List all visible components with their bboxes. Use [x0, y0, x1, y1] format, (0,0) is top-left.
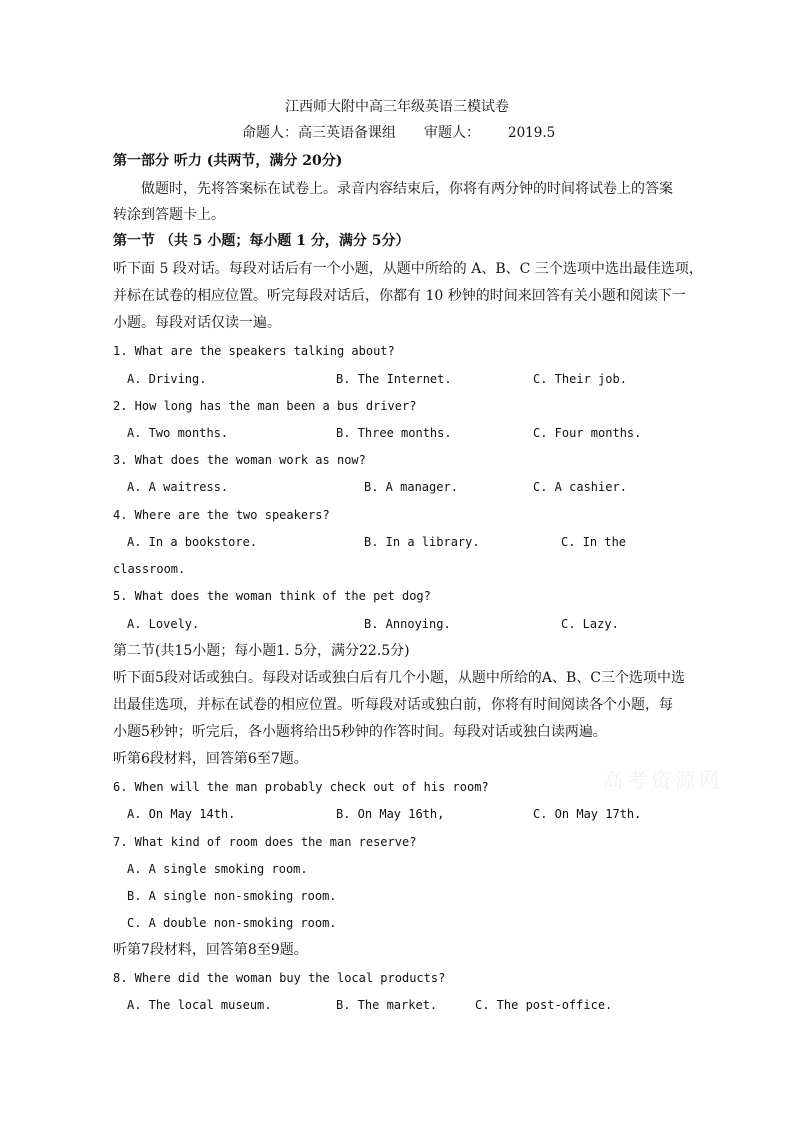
section2-instr-line2: 出最佳选项，并标在试卷的相应位置。听每段对话或独白前，你将有时间阅读各个小题，每 — [113, 697, 673, 713]
q3-option-c: C. A cashier. — [533, 480, 627, 494]
section1-instr-line2: 并标在试卷的相应位置。听完每段对话后，你都有 10 秒钟的时间来回答有关小题和阅读下一 — [113, 288, 686, 304]
section2-heading: 第二节(共15小题；每小题1. 5分，满分22.5分) — [113, 643, 410, 659]
material7-note: 听第7段材料，回答第8至9题。 — [113, 942, 308, 958]
q4-option-c-continued: classroom. — [113, 562, 186, 576]
q1-option-a: A. Driving. — [127, 372, 207, 386]
q8-option-c: C. The post-office. — [475, 998, 613, 1012]
q2-option-b: B. Three months. — [336, 426, 452, 440]
q4-option-b: B. In a library. — [364, 535, 480, 549]
exam-title: 江西师大附中高三年级英语三模试卷 — [285, 99, 509, 115]
section1-instr-line1: 听下面 5 段对话。每段对话后有一个小题，从题中所给的 A、B、C 三个选项中选出最佳选项， — [113, 261, 703, 277]
q7-option-b: B. A single non-smoking room. — [127, 889, 337, 903]
q8-option-a: A. The local museum. — [127, 998, 272, 1012]
part1-heading: 第一部分 听力 (共两节，满分 20分) — [113, 153, 343, 169]
setter-label: 命题人：高三英语备课组 — [242, 125, 396, 141]
q4-stem: 4. Where are the two speakers? — [113, 508, 330, 522]
q5-option-c: C. Lazy. — [561, 617, 619, 631]
part1-intro-line2: 转涂到答题卡上。 — [113, 207, 225, 223]
q5-option-a: A. Lovely. — [127, 617, 200, 631]
q1-stem: 1. What are the speakers talking about? — [113, 344, 395, 358]
q7-option-c: C. A double non-smoking room. — [127, 916, 337, 930]
q6-option-b: B. On May 16th, — [336, 807, 445, 821]
q4-option-c: C. In the — [561, 535, 627, 549]
section2-instr-line3: 小题5秒钟；听完后，各小题将给出5秒钟的作答时间。每段对话或独白读两遍。 — [113, 724, 607, 740]
q3-option-a: A. A waitress. — [127, 480, 229, 494]
q1-option-b: B. The Internet. — [336, 372, 452, 386]
watermark-logo: 高考资源网 — [603, 768, 723, 792]
q5-option-b: B. Annoying. — [364, 617, 451, 631]
section1-instr-line3: 小题。每段对话仅读一遍。 — [113, 315, 281, 331]
q8-option-b: B. The market. — [336, 998, 438, 1012]
material6-note: 听第6段材料，回答第6至7题。 — [113, 751, 308, 767]
reviewer-label: 审题人： — [424, 125, 480, 141]
part1-intro-line1: 做题时，先将答案标在试卷上。录音内容结束后，你将有两分钟的时间将试卷上的答案 — [141, 181, 673, 197]
q5-stem: 5. What does the woman think of the pet dog? — [113, 589, 431, 603]
q6-stem: 6. When will the man probably check out of his room? — [113, 780, 489, 794]
section1-heading: 第一节 （共 5 小题；每小题 1 分，满分 5分） — [113, 233, 410, 249]
q2-option-a: A. Two months. — [127, 426, 229, 440]
q2-option-c: C. Four months. — [533, 426, 642, 440]
q3-option-b: B. A manager. — [364, 480, 458, 494]
q7-stem: 7. What kind of room does the man reserve? — [113, 835, 417, 849]
q2-stem: 2. How long has the man been a bus driver? — [113, 399, 417, 413]
exam-date: 2019.5 — [508, 125, 556, 141]
q4-option-a: A. In a bookstore. — [127, 535, 258, 549]
q6-option-c: C. On May 17th. — [533, 807, 642, 821]
q1-option-c: C. Their job. — [533, 372, 627, 386]
q7-option-a: A. A single smoking room. — [127, 862, 308, 876]
q6-option-a: A. On May 14th. — [127, 807, 236, 821]
q3-stem: 3. What does the woman work as now? — [113, 453, 366, 467]
q8-stem: 8. Where did the woman buy the local products? — [113, 971, 446, 985]
section2-instr-line1: 听下面5段对话或独白。每段对话或独白后有几个小题，从题中所给的A、B、C三个选项中选 — [113, 670, 686, 686]
